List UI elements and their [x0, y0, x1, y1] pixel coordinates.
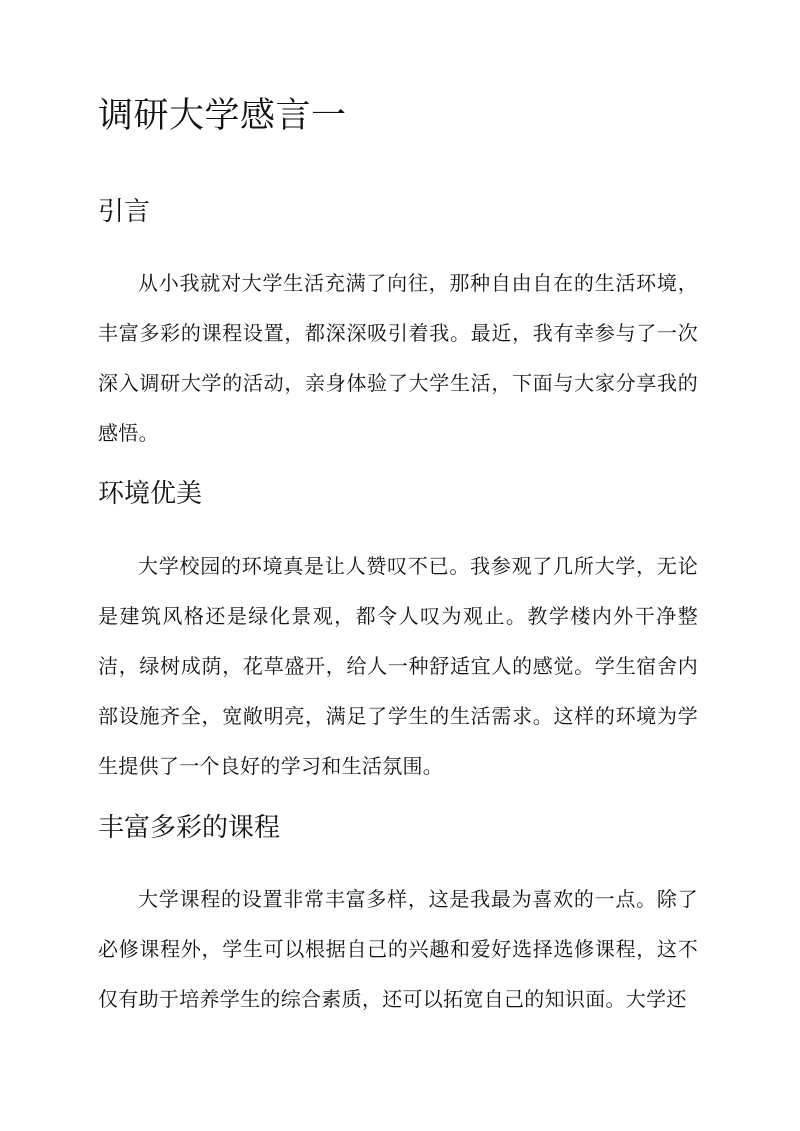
section-paragraph-environment: 大学校园的环境真是让人赞叹不已。我参观了几所大学，无论是建筑风格还是绿化景观，都令人叹为观止。教学楼内外干净整洁，绿树成荫，花草盛开，给人一种舒适宜人的感觉。学生宿舍内部设施齐全，宽敞明亮，满足了学生的生活需求。这样的环境为学生提供了一个良好的学习和生活氛围。 [98, 554, 698, 778]
section-heading-environment: 环境优美 [98, 479, 203, 509]
document-title: 调研大学感言一 [98, 96, 347, 136]
section-paragraph-introduction: 从小我就对大学生活充满了向往，那种自由自在的生活环境，丰富多彩的课程设置，都深深吸引着我。最近，我有幸参与了一次深入调研大学的活动，亲身体验了大学生活，下面与大家分享我的感悟。 [98, 271, 698, 445]
section-heading-courses: 丰富多彩的课程 [98, 813, 281, 843]
section-paragraph-courses: 大学课程的设置非常丰富多样，这是我最为喜欢的一点。除了必修课程外，学生可以根据自己的兴趣和爱好选择选修课程，这不仅有助于培养学生的综合素质，还可以拓宽自己的知识面。大学还 [98, 887, 698, 1011]
section-heading-introduction: 引言 [98, 197, 151, 227]
